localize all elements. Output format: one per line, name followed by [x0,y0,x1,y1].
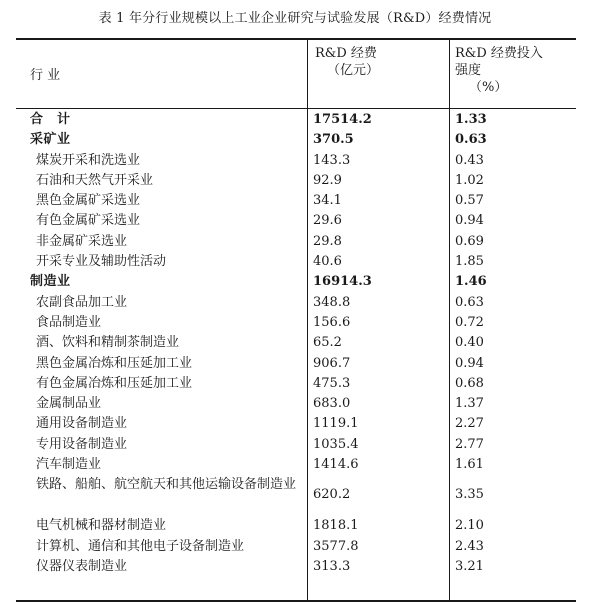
table-row-manufacturing [16,272,576,292]
row-name: 汽车制造业 [36,457,102,473]
header-rd-intensity-line1: R&D 经费投入 [455,46,543,61]
row-spend: 143.3 [313,152,351,168]
table-row [16,537,576,557]
row-spend: 65.2 [313,335,342,351]
header-rd-spend-line1: R&D 经费 [315,46,377,61]
row-name: 仪器仪表制造业 [36,558,128,574]
table-body [16,110,576,577]
row-intensity: 0.63 [455,132,487,148]
table-header-rule [16,108,576,109]
row-intensity: 0.94 [455,355,484,371]
row-name: 计算机、通信和其他电子设备制造业 [36,538,245,554]
row-intensity: 1.46 [455,274,487,290]
table-row [16,293,576,313]
row-name: 有色金属矿采选业 [36,213,141,229]
row-spend: 348.8 [313,294,351,310]
row-intensity: 0.68 [455,375,484,391]
row-name: 煤炭开采和洗选业 [36,152,141,168]
row-name: 制造业 [30,274,71,290]
row-intensity: 3.21 [455,558,484,574]
row-intensity: 2.27 [455,416,484,432]
row-intensity: 1.33 [455,112,487,127]
row-spend: 1414.6 [313,457,359,473]
table-row [16,475,576,516]
table-row [16,557,576,577]
row-name-part-b: 计 [57,112,71,127]
row-spend: 29.6 [313,213,342,229]
row-intensity: 0.63 [455,294,484,310]
table-row [16,333,576,353]
table-row [16,232,576,252]
table-bottom-rule [16,600,576,602]
row-spend: 906.7 [313,355,351,371]
table-row [16,313,576,333]
row-name: 农副食品加工业 [36,294,128,310]
row-spend: 29.8 [313,233,342,249]
table-row [16,394,576,414]
row-intensity: 0.43 [455,152,484,168]
header-industry: 行 业 [30,68,61,83]
table-row [16,516,576,536]
header-rd-spend-unit: （亿元） [327,63,380,78]
row-intensity: 1.37 [455,396,484,412]
row-spend: 370.5 [313,132,354,148]
row-intensity: 0.94 [455,213,484,229]
row-name: 酒、饮料和精制茶制造业 [36,335,180,351]
header-rd-intensity-unit: （%） [469,80,508,95]
row-name: 专用设备制造业 [36,436,128,452]
header-rd-intensity-line2: 强度 [455,63,482,78]
row-name: 电气机械和器材制造业 [36,518,167,534]
row-name: 开采专业及辅助性活动 [36,254,167,270]
table-row [16,211,576,231]
row-name: 非金属矿采选业 [36,233,128,249]
row-name-part-a: 合 [30,112,44,127]
table-row [16,414,576,434]
row-spend: 1119.1 [313,416,359,432]
table-row [16,455,576,475]
row-name: 通用设备制造业 [36,416,128,432]
header-rd-spend [315,45,445,79]
table-row [16,252,576,272]
row-intensity: 1.85 [455,254,484,270]
row-spend: 34.1 [313,193,342,209]
row-intensity: 1.02 [455,172,484,188]
row-name [30,110,310,130]
row-spend: 92.9 [313,172,342,188]
row-name: 食品制造业 [36,314,102,330]
row-spend: 17514.2 [313,112,372,127]
row-intensity: 2.10 [455,518,484,534]
row-intensity: 2.43 [455,538,484,554]
header-rd-intensity [455,45,575,96]
table-row [16,374,576,394]
row-name: 铁路、船舶、航空航天和其他运输设备制造业 [36,477,297,493]
row-spend: 156.6 [313,314,351,330]
row-spend: 313.3 [313,558,351,574]
row-intensity: 2.77 [455,436,484,452]
row-spend: 3577.8 [313,538,359,554]
row-name: 采矿业 [30,132,71,148]
row-spend: 1035.4 [313,436,359,452]
table-row [16,151,576,171]
table-row [16,171,576,191]
row-intensity: 3.35 [455,487,484,503]
row-spend: 683.0 [313,396,351,412]
table-caption: 表 1 年分行业规模以上工业企业研究与试验发展（R&D）经费情况 [98,11,492,26]
row-intensity: 0.72 [455,314,484,330]
row-spend: 620.2 [313,487,351,503]
table-row [16,191,576,211]
row-intensity: 1.61 [455,457,484,473]
row-spend: 1818.1 [313,518,359,534]
row-intensity: 0.57 [455,193,484,209]
table-row [16,354,576,374]
table-row [16,435,576,455]
row-intensity: 0.40 [455,335,484,351]
row-spend: 40.6 [313,254,342,270]
table-top-rule [16,38,576,40]
row-spend: 475.3 [313,375,351,391]
row-name: 黑色金属矿采选业 [36,193,141,209]
row-spend: 16914.3 [313,274,372,290]
row-name: 有色金属冶炼和压延加工业 [36,375,193,391]
table-row-total [16,110,576,130]
table-row-mining [16,130,576,150]
row-name: 黑色金属冶炼和压延加工业 [36,355,193,371]
row-intensity: 0.69 [455,233,484,249]
row-name: 石油和天然气开采业 [36,172,154,188]
row-name: 金属制品业 [36,396,102,412]
